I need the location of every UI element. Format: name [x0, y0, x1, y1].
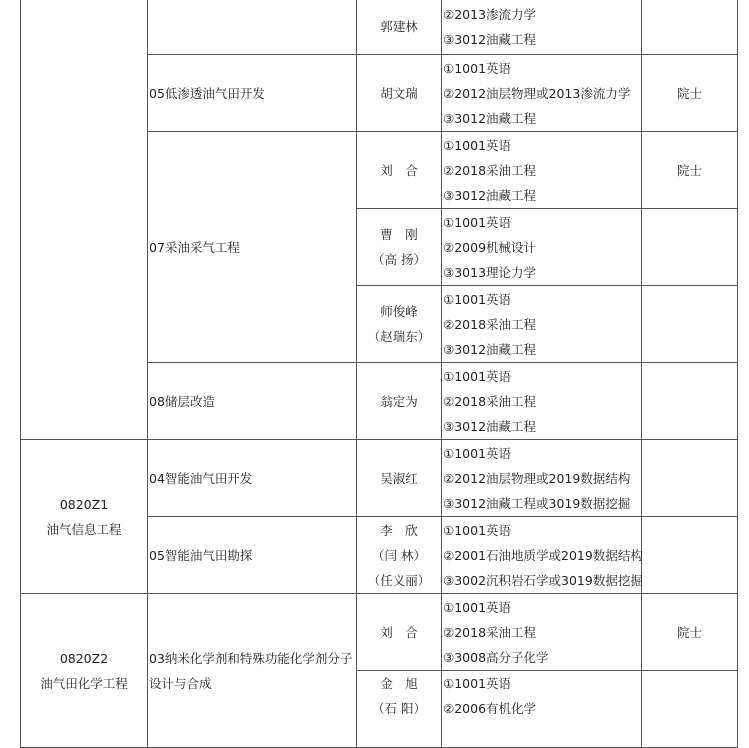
- note-cell: [642, 363, 738, 440]
- tutor-cell: [357, 671, 442, 748]
- exam-item: ②2013渗流力学: [443, 6, 537, 22]
- direction-cell: 04智能油气田开发: [148, 440, 357, 517]
- tutor-name: （高 扬）: [372, 252, 426, 267]
- exam-cell: [442, 286, 642, 363]
- tutor-name: （赵瑞东）: [367, 329, 431, 344]
- exam-item: ①1001英语: [443, 368, 512, 384]
- tutor-cell: [357, 517, 442, 594]
- table-row: [21, 594, 738, 671]
- exam-item: ③3012油藏工程: [443, 341, 537, 357]
- tutor-cell: [357, 363, 442, 440]
- exam-cell: [442, 209, 642, 286]
- direction-cell: 08储层改造: [148, 363, 357, 440]
- note-cell: 院士: [642, 55, 738, 132]
- major-cell: [21, 440, 148, 594]
- tutor-name: 李 欣: [380, 522, 418, 538]
- tutor-cell: [357, 55, 442, 132]
- exam-item: ③3012油藏工程: [443, 187, 537, 203]
- tutor-cell: [357, 0, 442, 55]
- tutor-name: （石 阳）: [372, 701, 426, 716]
- tutor-cell: [357, 209, 442, 286]
- major-name: 油气信息工程: [46, 521, 122, 537]
- enrollment-table: [20, 0, 738, 748]
- note-cell: 院士: [642, 594, 738, 671]
- direction-cell: 03纳米化学剂和特殊功能化学剂分子设计与合成: [148, 594, 357, 748]
- note-cell: [642, 286, 738, 363]
- exam-item: ①1001英语: [443, 676, 512, 691]
- tutor-name: 郭建林: [380, 19, 418, 34]
- exam-item: ①1001英语: [443, 291, 512, 307]
- exam-item: ①1001英语: [443, 137, 512, 153]
- tutor-name: 刘 合: [380, 162, 418, 178]
- tutor-name: 师俊峰: [380, 304, 418, 319]
- direction-cell: [148, 0, 357, 55]
- exam-item: ②2018采油工程: [443, 624, 537, 640]
- tutor-cell: [357, 440, 442, 517]
- table-row: [21, 0, 738, 55]
- tutor-cell: [357, 132, 442, 209]
- major-name: 油气田化学工程: [40, 675, 128, 691]
- exam-cell: [442, 594, 642, 671]
- tutor-name: （闫 林）: [372, 547, 426, 563]
- exam-cell: [442, 0, 642, 55]
- exam-item: ②2012油层物理或2019数据结构: [443, 470, 631, 486]
- exam-item: ③3012油藏工程: [443, 31, 537, 47]
- tutor-name: （任义丽）: [367, 572, 431, 588]
- major-code: 0820Z2: [59, 650, 109, 666]
- major-code: 0820Z1: [59, 496, 109, 512]
- exam-item: ②2018采油工程: [443, 393, 537, 409]
- exam-item: ①1001英语: [443, 522, 512, 538]
- tutor-name: 刘 合: [380, 624, 418, 640]
- tutor-name: 金 旭: [380, 676, 418, 691]
- exam-item: ③3008高分子化学: [443, 649, 549, 665]
- direction-cell: 05智能油气田勘探: [148, 517, 357, 594]
- exam-item: ②2012油层物理或2013渗流力学: [443, 85, 631, 101]
- table-row: [21, 440, 738, 517]
- exam-cell: [442, 363, 642, 440]
- exam-item: ①1001英语: [443, 445, 512, 461]
- exam-cell: [442, 517, 642, 594]
- note-cell: [642, 209, 738, 286]
- note-cell: [642, 440, 738, 517]
- exam-item: ②2009机械设计: [443, 239, 537, 255]
- exam-item: ①1001英语: [443, 599, 512, 615]
- note-cell: 院士: [642, 132, 738, 209]
- exam-item: ①1001英语: [443, 60, 512, 76]
- exam-cell: [442, 55, 642, 132]
- exam-item: ①1001英语: [443, 214, 512, 230]
- exam-cell: [442, 440, 642, 517]
- exam-item: ③3012油藏工程: [443, 110, 537, 126]
- exam-cell: [442, 132, 642, 209]
- note-cell: [642, 671, 738, 748]
- exam-item: ②2006有机化学: [443, 701, 537, 716]
- note-cell: [642, 0, 738, 55]
- exam-cell: [442, 671, 642, 748]
- major-cell: [21, 0, 148, 440]
- exam-item: ③3012油藏工程: [443, 418, 537, 434]
- tutor-cell: [357, 286, 442, 363]
- direction-cell: 07采油采气工程: [148, 132, 357, 363]
- exam-item: ③3012油藏工程或3019数据挖掘: [443, 495, 631, 511]
- tutor-name: 曹 刚: [380, 227, 418, 242]
- major-cell: [21, 594, 148, 748]
- exam-item: ②2018采油工程: [443, 162, 537, 178]
- exam-item: ②2018采油工程: [443, 316, 537, 332]
- tutor-name: 翁定为: [380, 393, 418, 409]
- tutor-name: 胡文瑞: [380, 85, 418, 101]
- note-cell: [642, 517, 738, 594]
- exam-item: ③3013理论力学: [443, 264, 537, 280]
- exam-item: ②2001石油地质学或2019数据结构: [443, 547, 643, 563]
- exam-item: ③3002沉积岩石学或3019数据挖掘: [443, 572, 643, 588]
- tutor-cell: [357, 594, 442, 671]
- direction-cell: 05低渗透油气田开发: [148, 55, 357, 132]
- tutor-name: 吴淑红: [380, 470, 418, 486]
